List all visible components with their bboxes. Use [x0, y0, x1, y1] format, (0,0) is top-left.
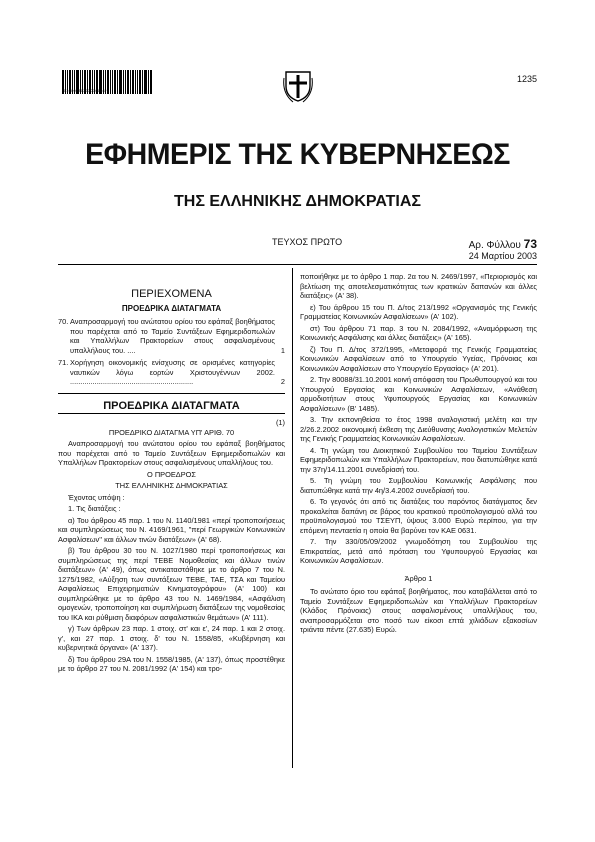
barcode-bar	[127, 70, 129, 94]
barcode-bar	[119, 70, 122, 94]
paragraph: 7. Την 330/05/09/2002 γνωμοδότηση του Συμβουλίου της Επικρατείας, μετά από πρόταση του Υφυπουργού Εργασίας και Κοινωνικών Ασφαλίσεων.	[300, 537, 537, 565]
barcode-bar	[142, 70, 143, 94]
barcode-bar	[132, 70, 134, 94]
toc-item	[58, 317, 285, 355]
barcode-bar	[148, 70, 149, 94]
barcode-bar	[130, 70, 131, 94]
decree-title: ΠΡΟΕΔΡΙΚΟ ΔΙΑΤΑΓΜΑ ΥΠ' ΑΡΙΘ. 70	[108, 427, 235, 437]
gazette-subtitle: ΤΗΣ ΕΛΛΗΝΙΚΗΣ ΔΗΜΟΚΡΑΤΙΑΣ	[174, 193, 421, 210]
paragraph: α) Του άρθρου 45 παρ. 1 του Ν. 1140/1981 «περί τροποποιήσεως και συμπληρώσεως του Ν. 4169/1961, ''περί Γεωργικών Κοινωνικών Ασφαλίσεων'' και άλλων τινών διατάξεων» (Α' 68).	[58, 515, 285, 544]
decree-subject: Αναπροσαρμογή του ανώτατου ορίου του εφάπαξ βοηθήματος που παρέχεται από το Ταμείο Συντάξεων Εφημεριδοπωλών και Υπαλλήλων Πρακτορείων στους ασφαλισμένους υπαλλήλους του.	[58, 439, 285, 467]
paragraph: 5. Τη γνώμη του Συμβουλίου Κοινωνικής Ασφάλισης που διατυπώθηκε κατά την 4η/3.4.2002 συνεδρίασή του.	[300, 476, 537, 495]
barcode-number: *01000730303030004*	[62, 88, 107, 93]
contents-section-heading: ΠΡΟΕΔΡΙΚΑ ΔΙΑΤΑΓΜΑΤΑ	[121, 303, 222, 313]
paragraph: β) Του άρθρου 30 του Ν. 1027/1980 περί τροποποιήσεως και συμπληρώσεως της περί ΤΕΒΕ Νομοθεσίας και άλλων τινών διατάξεων» (Α' 49), όπως αντικαταστάθηκε με το άρθρο 7 του Ν. 1275/1982, «Αύξηση των συντάξεων ΤΕΒΕ, ΤΑΕ, ΤΣΑ και Ταμείου Ασφαλίσεως Επιχειρηματιών Κινηματογράφου» (Α' 100) και συμπληρώθηκε με το άρθρο 43 του Ν. 1469/1984, «Ασφάλιση ομογενών, τροποποίηση και συμπλήρωση διατάξεων της νομοθεσίας του ΙΚΑ και ρύθμιση διαφόρων ασφαλιστικών θεμάτων» (Α' 111).	[58, 546, 285, 622]
paragraph: γ) Των άρθρων 23 παρ. 1 στοιχ. στ' και ε', 24 παρ. 1 και 2 στοιχ. γ', και 27 παρ. 1 στοιχ. δ' του Ν. 1558/85, «Κυβέρνηση και κυβερνητικά όργανα» (Α' 137).	[58, 624, 285, 652]
gazette-title: ΕΦΗΜΕΡΙΣ ΤΗΣ ΚΥΒΕΡΝΗΣΕΩΣ	[85, 138, 510, 171]
header-divider	[58, 264, 537, 265]
paragraph: ε) Του άρθρου 15 του Π. Δ/τος 213/1992 «Οργανισμός της Γενικής Γραμματείας Κοινωνικών Ασφαλίσεων» (Α' 102).	[300, 302, 537, 321]
paragraph: 3. Την εκπονηθείσα το έτος 1998 αναλογιστική μελέτη και την 2/26.2.2002 οικονομική έκθεση της Διεύθυνσης Αναλογιστικών Μελετών της Γενικής Γραμματείας Κοινωνικών Ασφαλίσεων.	[300, 415, 537, 443]
barcode-bar	[114, 70, 116, 94]
paragraph: δ) Του άρθρου 29Α του Ν. 1558/1985, (Α' 137), όπως προστέθηκε με το άρθρο 27 του Ν. 2081/1992 (Α' 154) και τρο-	[58, 654, 285, 673]
toc-item	[58, 358, 285, 387]
page-number: 1235	[516, 74, 537, 84]
barcode-bar	[117, 70, 118, 94]
barcode-bar	[112, 70, 113, 94]
toc-item-page: 1	[280, 345, 285, 355]
barcode-bar	[137, 70, 138, 94]
paragraph: 6. Το γεγονός ότι από τις διατάξεις του παρόντος διατάγματος δεν προκαλείται δαπάνη σε βάρος του κρατικού προϋπολογισμού αλλά του προϋπολογισμού του ΤΣΕΥΠ, ύψους 3.000 Ευρώ περίπου, για την επόμενη πενταετία η οποία θα βαρύνει τον ΚΑΕ 0631.	[300, 497, 537, 535]
toc-item-number: 71.	[58, 358, 69, 367]
barcode-bar	[135, 70, 136, 94]
sheet-number	[469, 237, 537, 251]
toc-item-text: Αναπροσαρμογή του ανώτατου ορίου του εφάπαξ βοηθήματος που παρέχεται από το Ταμείο Συντάξεων Εφημεριδοπωλών και Υπαλλήλων Πρακτορείων στους ασφαλισμένους υπαλλήλους του. ....	[70, 317, 275, 355]
paragraph: ζ) Του Π. Δ/τος 372/1995, «Μεταφορά της Γενικής Γραμματείας Κοινωνικών Ασφαλίσεων από το Υπουργείο Υγείας, Πρόνοιας και Κοινωνικών Ασφαλίσεων στο Υπουργείο Εργασίας» (Α' 201).	[300, 344, 537, 373]
toc-item-page: 2	[280, 377, 285, 386]
toc-item-number: 70.	[58, 317, 69, 326]
paragraph: στ) Του άρθρου 71 παρ. 3 του Ν. 2084/1992, «Αναμόρφωση της Κοινωνικής Ασφάλισης και άλλες διατάξεις» (Α' 165).	[300, 323, 537, 342]
sheet-prefix: Αρ. Φύλλου	[468, 240, 521, 251]
barcode-bar	[107, 70, 109, 94]
issue-date: 24 Μαρτίου 2003	[468, 251, 537, 261]
barcode-bar	[110, 70, 111, 94]
column-divider	[292, 268, 293, 768]
barcode-bar	[139, 70, 141, 94]
toc-item-text: Χορήγηση οικονομικής ενίσχυσης σε ορισμένες κατηγορίες ναυτικών λόγω εορτών Χριστουγέννων 2002. ............................................................	[70, 358, 275, 386]
barcode-bar	[150, 70, 152, 94]
barcode-bar	[123, 70, 124, 94]
contents-heading: ΠΕΡΙΕΧΟΜΕΝΑ	[131, 288, 212, 300]
article-heading: Άρθρο 1	[404, 573, 433, 583]
barcode-bar	[144, 70, 147, 94]
paragraph: Έχοντας υπόψη :	[68, 492, 125, 502]
paragraph: 4. Τη γνώμη του Διοικητικού Συμβουλίου του Ταμείου Συντάξεων Εφημεριδοπωλών και Υπαλλήλων Πρακτορείων, που διατυπώθηκε κατά την 37η/14.11.2001 συνεδρίασή του.	[300, 445, 537, 474]
paragraph: ποποιήθηκε με το άρθρο 1 παρ. 2α του Ν. 2469/1997, «Περιορισμός και βελτίωση της αποτελεσματικότητας των κρατικών δαπανών και άλλες διατάξεις» (Α' 38).	[300, 272, 537, 300]
sheet-number-value: 73	[523, 237, 537, 251]
paragraph: 2. Την 80088/31.10.2001 κοινή απόφαση του Πρωθυπουργού και του Υπουργού Εργασίας και Κοινωνικών Ασφαλίσεων, «Ανάθεση αρμοδιοτήτων στους Υφυπουργούς Εργασίας και Κοινωνικών Ασφαλίσεων» (Β' 1485).	[300, 375, 537, 413]
right-column	[300, 272, 537, 637]
president-heading: Ο ΠΡΟΕΔΡΟΣ	[147, 469, 196, 479]
decree-flag: (1)	[275, 418, 285, 427]
section-divider	[58, 393, 285, 394]
decrees-heading: ΠΡΟΕΔΡΙΚΑ ΔΙΑΤΑΓΜΑΤΑ	[58, 402, 285, 415]
issue-label: ΤΕΥΧΟΣ ΠΡΩΤΟ	[272, 237, 343, 247]
greek-coat-of-arms-icon	[283, 68, 313, 103]
republic-heading: ΤΗΣ ΕΛΛΗΝΙΚΗΣ ΔΗΜΟΚΡΑΤΙΑΣ	[115, 481, 228, 490]
paragraph: 1. Τις διατάξεις :	[68, 504, 121, 513]
barcode-bar	[125, 70, 126, 94]
left-column	[58, 272, 285, 676]
article-text: Το ανώτατο όριο του εφάπαξ βοηθήματος, που καταβάλλεται από το Ταμείο Συντάξεων Εφημεριδοπωλών και Υπαλλήλων Πρακτορείων (Κλάδος Πρόνοιας) στους ασφαλισμένους υπαλλήλους του, αναπροσαρμόζεται στο ποσό των είκοσι επτά χιλιάδων εξακοσίων τριάντα πέντε (27.635) Ευρώ.	[300, 587, 537, 634]
